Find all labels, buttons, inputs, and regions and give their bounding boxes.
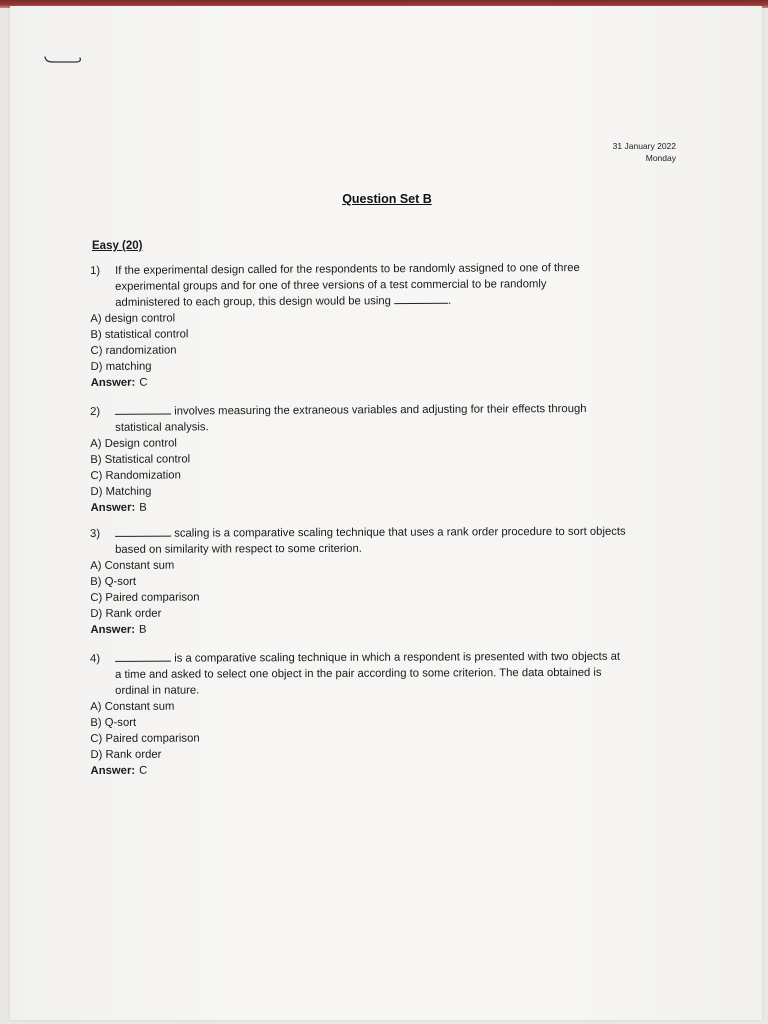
question-2-number: 2) — [90, 405, 101, 418]
option-a: A) design control — [90, 312, 176, 325]
question-3-text-line-2: based on similarity with respect to some criterion. — [115, 542, 362, 556]
question-3-text-line-1: scaling is a comparative scaling technique that uses a rank order procedure to sort objects — [174, 525, 626, 540]
answer-label: Answer: — [90, 764, 136, 777]
answer-label: Answer: — [90, 623, 136, 636]
answer-value: C — [139, 764, 148, 777]
answer-line — [91, 371, 691, 391]
answer-blank — [115, 526, 171, 537]
answer-value: B — [139, 501, 147, 514]
question-2-text-line-2: statistical analysis. — [115, 421, 209, 434]
answer-line — [90, 760, 690, 779]
question-4-stem — [90, 648, 690, 699]
question-1-text-line-1: If the experimental design called for the respondents to be randomly assigned to one of three — [115, 262, 580, 277]
option-c: C) Randomization — [90, 469, 181, 482]
question-1-text-end: . — [448, 294, 452, 307]
question-3-stem — [90, 523, 690, 558]
day-text: Monday — [645, 153, 676, 163]
answer-value: B — [139, 623, 147, 636]
answer-label: Answer: — [90, 501, 136, 514]
answer-value: C — [139, 376, 148, 389]
question-4-text-line-1: is a comparative scaling technique in which a respondent is presented with two objects at — [174, 650, 621, 665]
question-4-text-line-3: ordinal in nature. — [115, 684, 200, 697]
question-2-text-line-1: involves measuring the extraneous variables and adjusting for their effects through — [174, 402, 587, 418]
question-4-number: 4) — [90, 652, 101, 665]
answer-line — [91, 496, 691, 516]
question-3-number: 3) — [90, 527, 101, 540]
question-4 — [90, 648, 691, 779]
question-1-stem — [90, 259, 690, 311]
question-2-stem — [90, 400, 690, 436]
option-d: D) Matching — [90, 485, 152, 498]
answer-blank — [394, 293, 448, 304]
option-b: B) statistical control — [90, 328, 189, 341]
section-heading: Easy (20) — [92, 240, 143, 252]
question-4-text-line-2: a time and asked to select one object in the pair according to some criterion. The data obtained is — [115, 666, 602, 681]
question-3 — [90, 523, 690, 638]
document-page — [10, 6, 762, 1020]
answer-label: Answer: — [90, 376, 136, 389]
date-block — [613, 140, 676, 164]
option-a: A) Design control — [90, 437, 177, 450]
option-b: B) Q-sort — [90, 716, 137, 729]
option-c: C) Paired comparison — [90, 732, 200, 745]
question-1-text-line-2: experimental groups and for one of three versions of a test commercial to be randomly — [115, 278, 547, 293]
option-c: C) Paired comparison — [90, 591, 200, 604]
option-d: D) Rank order — [90, 607, 162, 620]
option-a: A) Constant sum — [90, 700, 175, 713]
pen-mark-icon — [44, 50, 84, 66]
option-d: D) Rank order — [90, 748, 162, 761]
option-b: B) Statistical control — [90, 453, 191, 466]
option-a: A) Constant sum — [90, 559, 175, 572]
page-title: Question Set B — [342, 192, 432, 206]
question-1-text-line-3: administered to each group, this design would be using — [115, 295, 391, 309]
option-c: C) randomization — [90, 344, 177, 357]
option-d: D) matching — [90, 360, 152, 373]
question-1-number: 1) — [90, 264, 101, 277]
option-b: B) Q-sort — [90, 575, 137, 588]
answer-line — [90, 619, 690, 638]
answer-blank — [115, 651, 171, 662]
date-text: 31 January 2022 — [612, 141, 676, 151]
question-1 — [90, 259, 691, 391]
answer-blank — [115, 404, 171, 415]
question-2 — [90, 400, 691, 516]
